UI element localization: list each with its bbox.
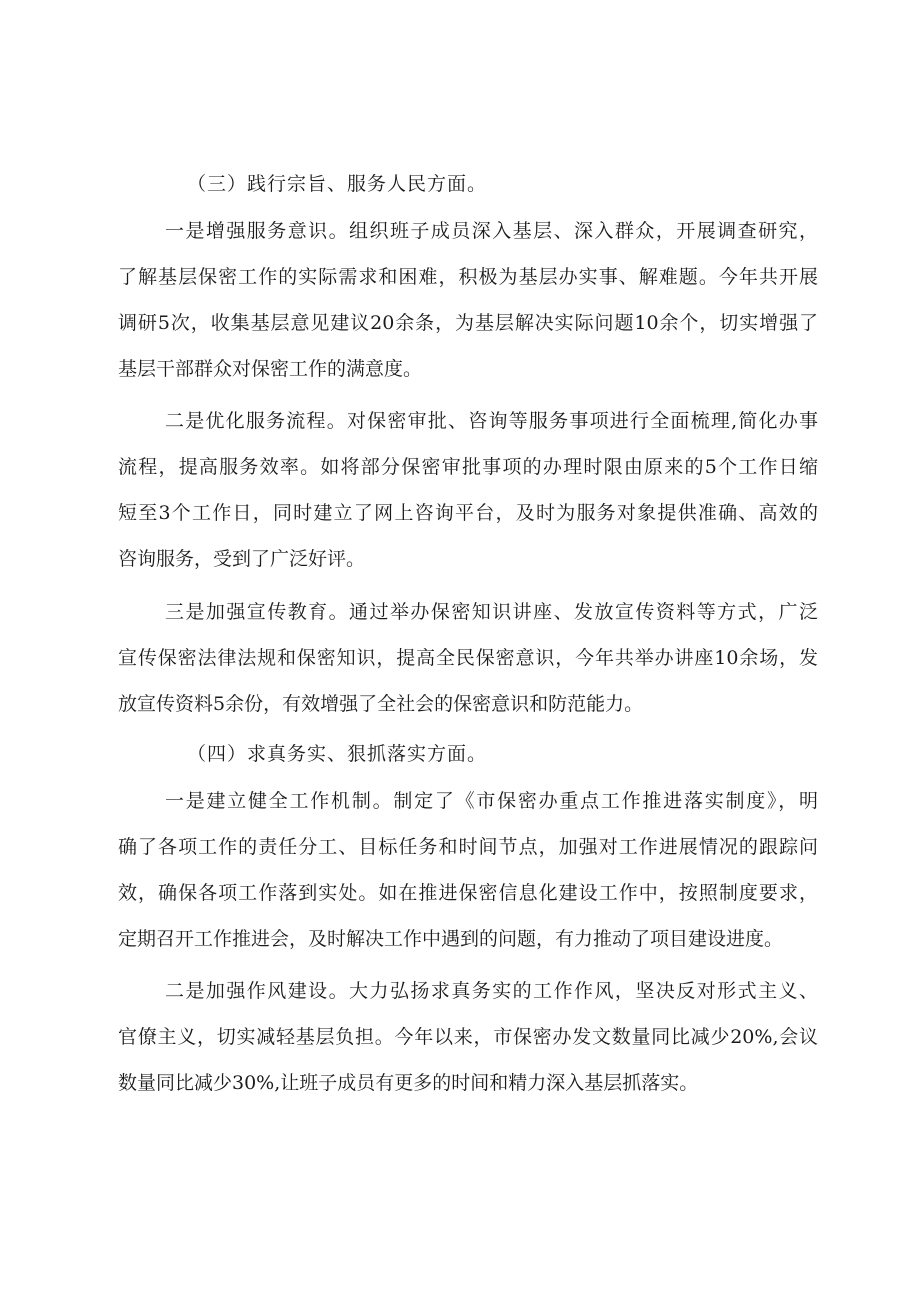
paragraph-line: 放宣传资料5余份，有效增强了全社会的保密意识和防范能力。 (118, 693, 644, 715)
paragraph-line: 官僚主义，切实减轻基层负担。今年以来，市保密办发文数量同比减少20%,会议 (118, 1026, 818, 1048)
paragraph-line: 一是建立健全工作机制。制定了《市保密办重点工作推进落实制度》，明 (165, 790, 818, 812)
section-heading-4: （四）求真务实、狠抓落实方面。 (187, 743, 488, 765)
paragraph-line: 基层干部群众对保密工作的满意度。 (118, 358, 423, 380)
paragraph-line: 短至3个工作日，同时建立了网上咨询平台，及时为服务对象提供准确、高效的 (118, 502, 818, 524)
paragraph-line: 宣传保密法律法规和保密知识，提高全民保密意识，今年共举办讲座10余场，发 (118, 647, 818, 669)
paragraph-line: 二是加强作风建设。大力弘扬求真务实的工作作风，坚决反对形式主义、 (165, 980, 818, 1002)
section-heading-3: （三）践行宗旨、服务人民方面。 (187, 173, 488, 195)
paragraph-line: 调研5次，收集基层意见建议20余条，为基层解决实际问题10余个，切实增强了 (118, 312, 818, 334)
paragraph-line: 一是增强服务意识。组织班子成员深入基层、深入群众，开展调查研究， (165, 220, 818, 242)
paragraph-work-mechanism (118, 789, 818, 973)
paragraph-line: 效，确保各项工作落到实处。如在推进保密信息化建设工作中，按照制度要求， (118, 882, 818, 904)
paragraph-service-awareness (118, 219, 818, 403)
paragraph-work-style (118, 979, 818, 1117)
paragraph-line: 定期召开工作推进会，及时解决工作中遇到的问题，有力推动了项目建设进度。 (118, 928, 784, 950)
paragraph-line: 确了各项工作的责任分工、目标任务和时间节点，加强对工作进展情况的跟踪问 (118, 836, 818, 858)
paragraph-line: 二是优化服务流程。对保密审批、咨询等服务事项进行全面梳理,简化办事 (165, 410, 818, 432)
paragraph-line: 了解基层保密工作的实际需求和困难，积极为基层办实事、解难题。今年共开展 (118, 266, 818, 288)
paragraph-line: 流程，提高服务效率。如将部分保密审批事项的办理时限由原来的5个工作日缩 (118, 456, 818, 478)
paragraph-line: 咨询服务，受到了广泛好评。 (118, 548, 366, 570)
paragraph-line: 数量同比减少30%,让班子成员有更多的时间和精力深入基层抓落实。 (118, 1072, 699, 1094)
paragraph-service-process (118, 409, 818, 593)
paragraph-publicity-education (118, 600, 818, 738)
paragraph-line: 三是加强宣传教育。通过举办保密知识讲座、发放宣传资料等方式，广泛 (165, 601, 818, 623)
